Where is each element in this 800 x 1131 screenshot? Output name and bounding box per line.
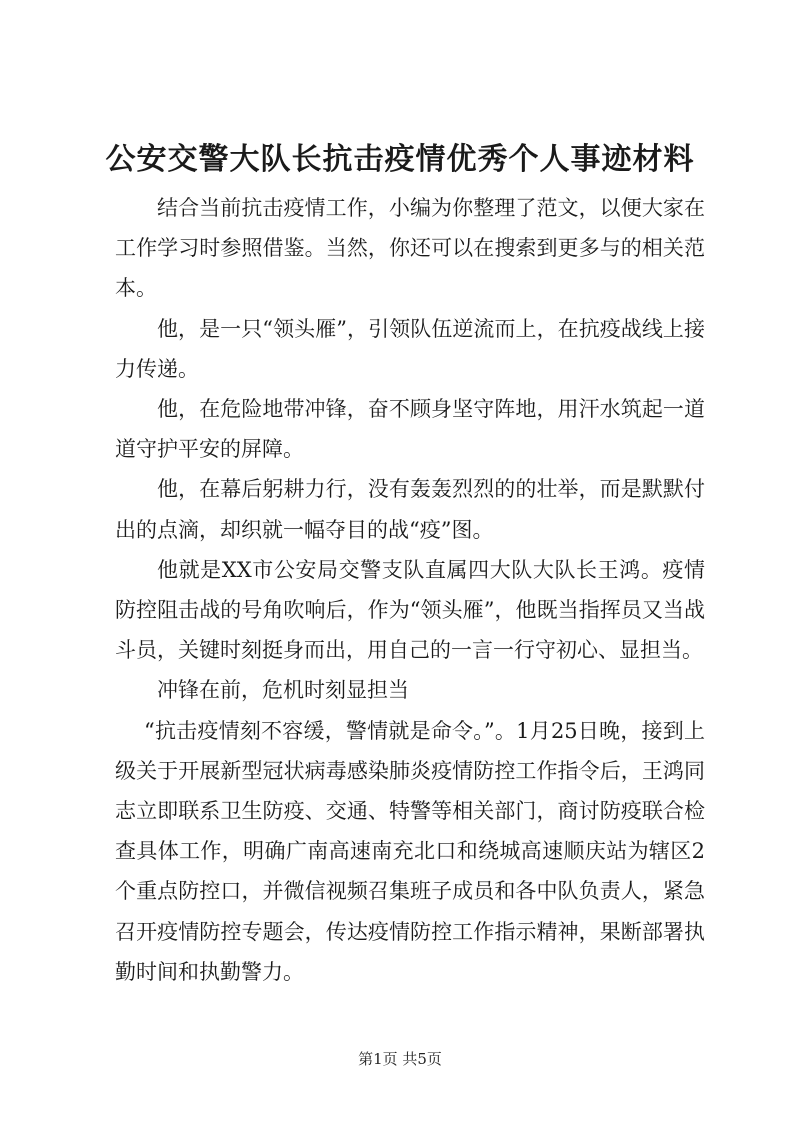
paragraph-behind-scenes: 他，在幕后躬耕力行，没有轰轰烈烈的的壮举，而是默默付出的点滴，却织就一幅夺目的战“疫”图。 xyxy=(115,477,705,542)
section-heading: 冲锋在前，危机时刻显担当 xyxy=(157,678,409,703)
paragraph-introduction-wang: 他就是XX市公安局交警支队直属四大队大队长王鸿。疫情防控阻击战的号角吹响后，作为“领头雁”，他既当指挥员又当战斗员，关键时刻挺身而出，用自己的一言一行守初心、显担当。 xyxy=(115,557,705,663)
page-footer: 第1页 共5页 xyxy=(358,1050,442,1068)
paragraph-jan25: “抗击疫情刻不容缓，警情就是命令。”。1月25日晚，接到上级关于开展新型冠状病毒感染肺炎疫情防控工作指令后，王鸿同志立即联系卫生防疫、交通、特警等相关部门，商讨防疫联合检查具体工作，明确广南高速南充北口和绕城高速顺庆站为辖区2个重点防控口，并微信视频召集班子成员和各中队负责人，紧急召开疫情防控专题会，传达疫情防控工作指示精神，果断部署执勤时间和执勤警力。 xyxy=(115,718,705,984)
document-title: 公安交警大队长抗击疫情优秀个人事迹材料 xyxy=(105,142,695,177)
paragraph-leader: 他，是一只“领头雁”，引领队伍逆流而上，在抗疫战线上接力传递。 xyxy=(115,316,705,381)
document-body xyxy=(115,188,705,992)
paragraph-intro: 结合当前抗击疫情工作，小编为你整理了范文，以便大家在工作学习时参照借鉴。当然，你还可以在搜索到更多与的相关范本。 xyxy=(115,196,705,301)
paragraph-charge: 他，在危险地带冲锋，奋不顾身坚守阵地，用汗水筑起一道道守护平安的屏障。 xyxy=(115,397,705,462)
